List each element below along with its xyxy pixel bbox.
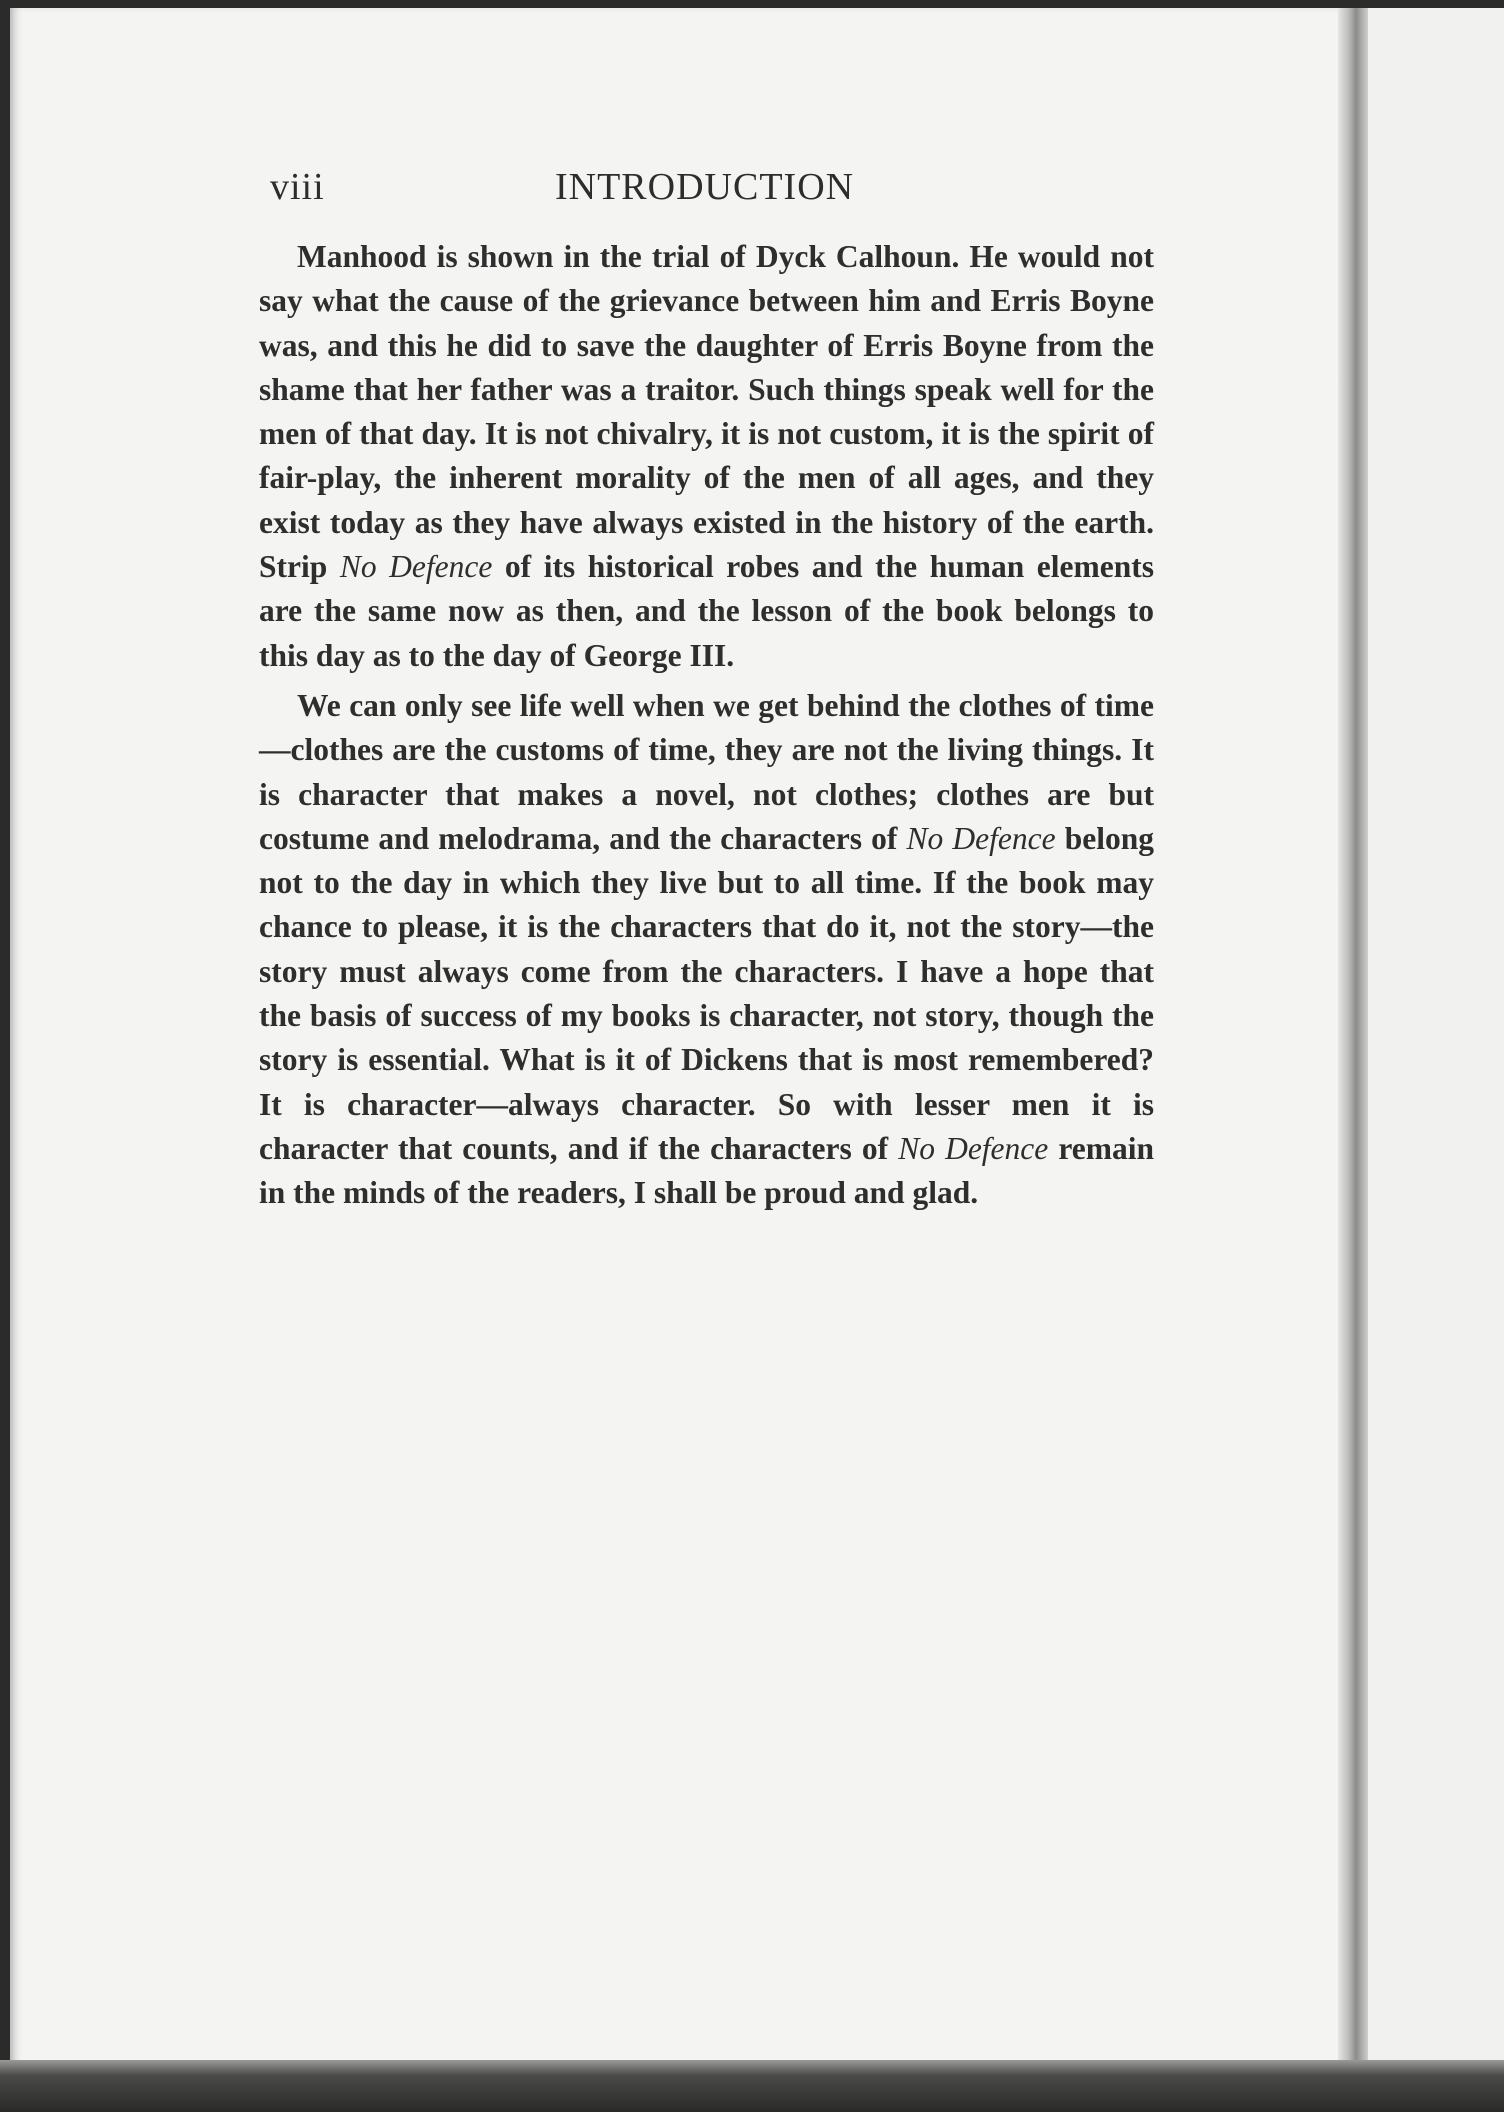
page-number: viii: [270, 166, 325, 208]
book-gutter: [1338, 8, 1368, 2068]
paragraph-1-book-title: No Defence: [339, 549, 493, 585]
page-header: [270, 165, 1170, 215]
paragraph-1: [259, 235, 1154, 678]
facing-page-edge: [1368, 8, 1504, 2068]
body-text: [259, 235, 1154, 1216]
paragraph-2-text-2: belong not to the day in which they live but to all time. If the book may chance to please, it is the characters that do it, not the story—the story must always come from the characters. I have a hope that the basis of success of my books is character, not story, though the story is essential. What is it of Dickens that is most remembered? It is character—always character. So with lesser men it is character that counts, and if the characters of: [259, 820, 1154, 1166]
paragraph-1-text-1: Manhood is shown in the trial of Dyck Calhoun. He would not say what the cause of the grievance between him and Erris Boyne was, and this he did to save the daughter of Erris Boyne from the shame that her father was a traitor. Such things speak well for the men of that day. It is not chivalry, it is not custom, it is the spirit of fair-play, the inherent morality of the men of all ages, and they exist today as they have always existed in the history of the earth. Strip: [259, 239, 1154, 585]
scan-bottom-edge: [0, 2060, 1504, 2112]
paragraph-2-book-title-1: No Defence: [906, 820, 1056, 856]
running-head: INTRODUCTION: [555, 166, 855, 208]
paragraph-2-text-1: We can only see life well when we get behind the clothes of time—clothes are the customs of time, they are not the living things. It is character that makes a novel, not clothes; clothes are but costume and melodrama, and the characters of: [259, 687, 1154, 856]
paragraph-2-text-3: remain in the minds of the readers, I shall be proud and glad.: [259, 1130, 1155, 1211]
paragraph-2: [259, 684, 1154, 1216]
paragraph-1-text-2: of its historical robes and the human elements are the same now as then, and the lesson of the book belongs to this day as to the day of George III.: [259, 549, 1154, 673]
paragraph-2-book-title-2: No Defence: [898, 1130, 1049, 1166]
